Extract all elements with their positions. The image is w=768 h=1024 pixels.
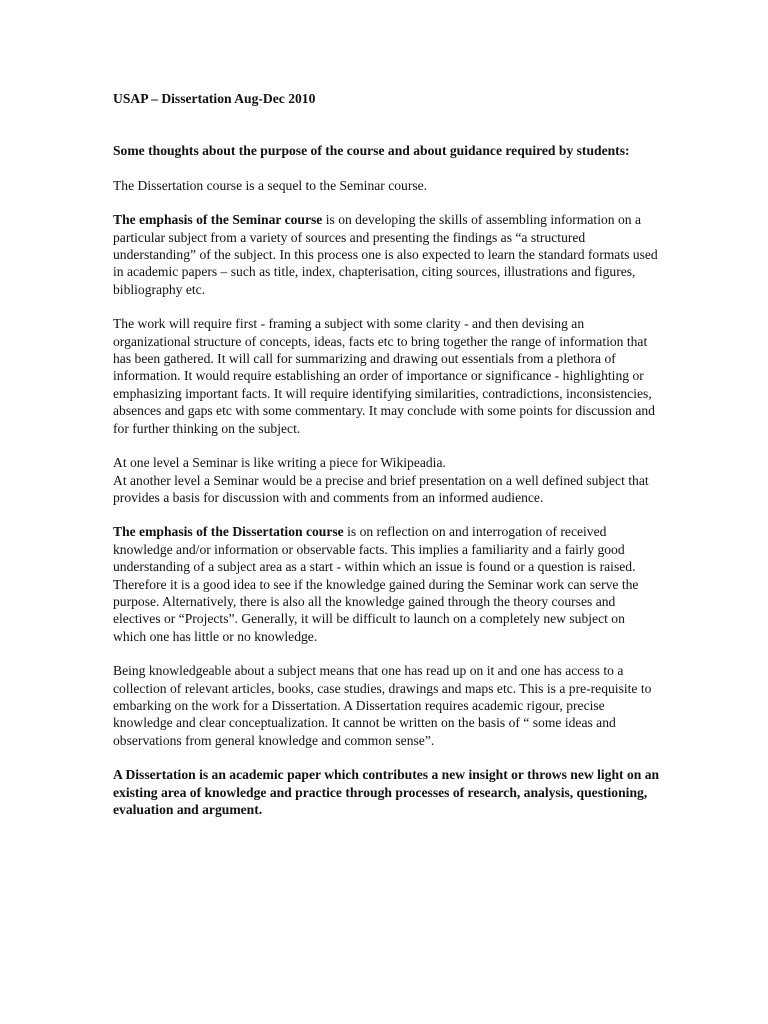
paragraph-knowledgeable: Being knowledgeable about a subject means that one has read up on it and one has access to a collection of relevant articles, books, case studies, drawings and maps etc. This is a pre-requisite to embarking on the work for a Dissertation. A Dissertation requires academic rigour, precise knowledge and clear conceptualization. It cannot be written on the basis of “ some ideas and observations from general knowledge and common sense”. [113, 663, 652, 748]
seminar-emphasis-label: The emphasis of the Seminar course [113, 212, 323, 228]
paragraph-dissertation-definition: A Dissertation is an academic paper which contributes a new insight or throws new light on an existing area of knowledge and practice through processes of research, analysis, questioning, evaluation and argument. [113, 767, 660, 817]
paragraph-seminar-presentation: At another level a Seminar would be a precise and brief presentation on a well defined subject that provides a basis for discussion with and comments from an informed audience. [113, 472, 649, 505]
dissertation-emphasis-label: The emphasis of the Dissertation course [113, 524, 344, 540]
paragraph-sequel: The Dissertation course is a sequel to the Seminar course. [113, 177, 428, 193]
paragraph-dissertation-emphasis [113, 523, 661, 575]
seminar-emphasis-text: is on developing the skills of assembling information on a particular subject from a variety of sources and presenting the findings as “a structured understanding” of the subject. In this process one is also expected to learn the standard formats used in academic papers – such as title, index, chapterisation, citing sources, illustrations and figures, bibliography etc. [113, 212, 658, 297]
paragraph-seminar-knowledge: Therefore it is a good idea to see if the knowledge gained during the Seminar work can serve the purpose. Alternatively, there is also all the knowledge gained through the theory courses and electives or “Projects”. Generally, it will be difficult to launch on a completely new subject on which one has little or no knowledge. [113, 576, 639, 644]
paragraph-seminar-emphasis [113, 211, 661, 298]
document-page [113, 90, 661, 818]
dissertation-emphasis-text: is on reflection on and interrogation of received knowledge and/or information or observable facts. This implies a familiarity and a fairly good understanding of a subject area as a start - within which an issue is found or a question is raised. [113, 524, 636, 575]
document-title: USAP – Dissertation Aug-Dec 2010 [113, 91, 316, 106]
paragraph-work-requirements: The work will require first - framing a subject with some clarity - and then devising an organizational structure of concepts, ideas, facts etc to bring together the range of information that has been gathered. It will call for summarizing and drawing out essentials from a plethora of information. It would require establishing an order of importance or significance - highlighting or emphasizing important facts. It will require identifying similarities, contradictions, inconsistencies, absences and gaps etc with some commentary. It may conclude with some points for discussion and for further thinking on the subject. [113, 316, 655, 436]
section-heading: Some thoughts about the purpose of the course and about guidance required by students: [113, 143, 630, 159]
paragraph-wikipedia: At one level a Seminar is like writing a piece for Wikipeadia. [113, 455, 446, 471]
